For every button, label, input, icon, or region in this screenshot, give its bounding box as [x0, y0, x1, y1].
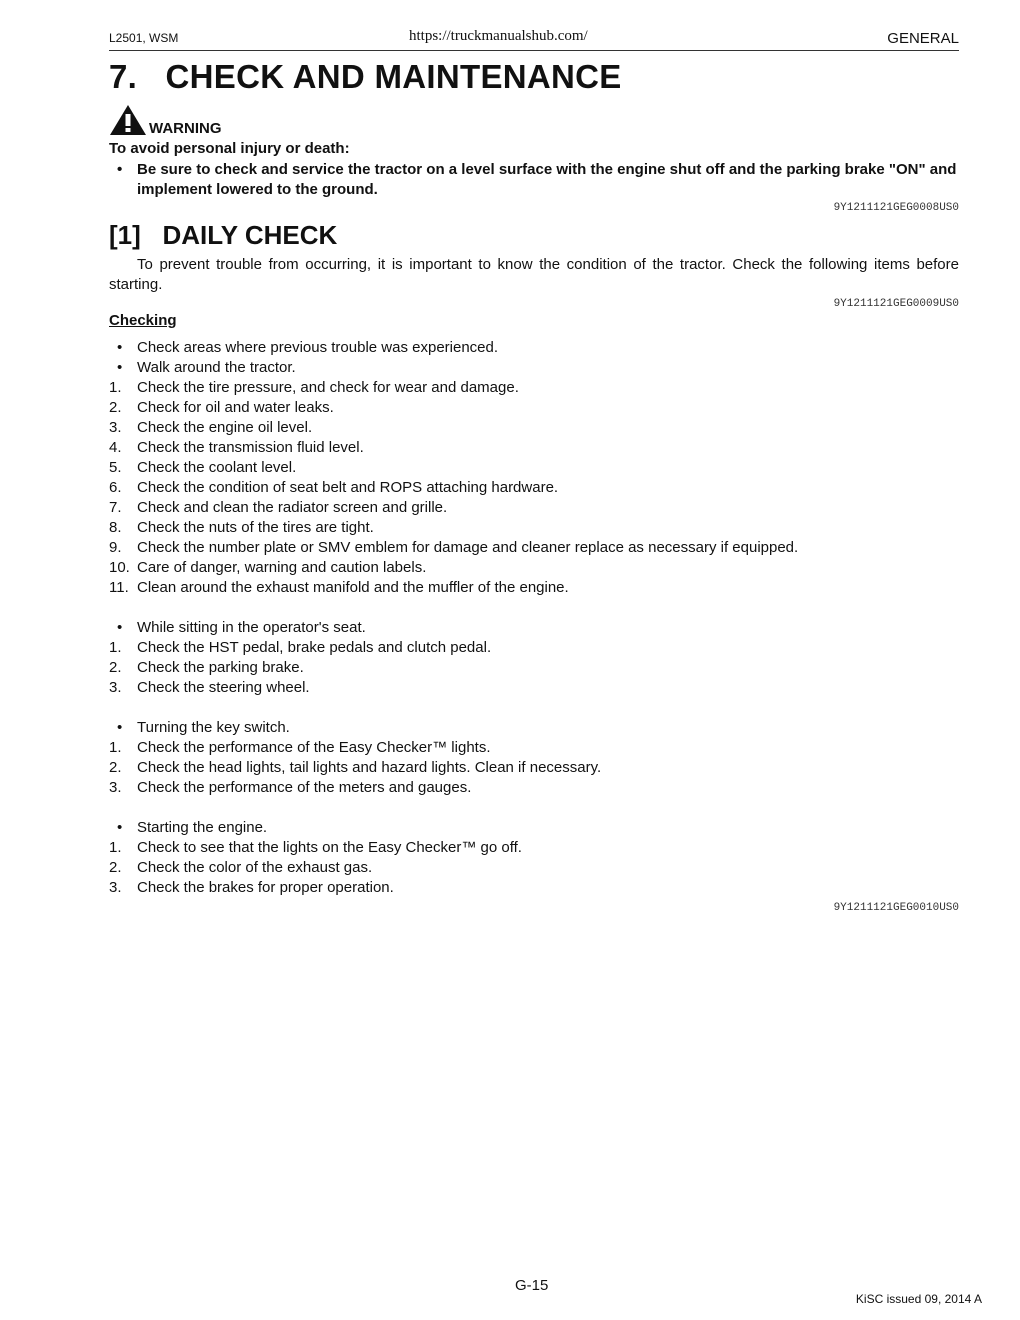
check-list-key-switch: [109, 718, 959, 798]
list-item-text: Check the performance of the Easy Checker™ lights.: [137, 739, 491, 756]
page-title: 7. CHECK AND MAINTENANCE: [109, 58, 622, 95]
list-item: [109, 658, 959, 678]
bullet-marker: •: [117, 359, 123, 376]
item-number: 1.: [109, 739, 122, 756]
list-item: [109, 378, 959, 398]
warning-label: WARNING: [149, 120, 222, 137]
list-item: [109, 778, 959, 798]
list-item-text: Check the performance of the meters and gauges.: [137, 779, 472, 796]
warning-triangle-icon: [109, 104, 147, 136]
list-item-text: Check the tire pressure, and check for wear and damage.: [137, 379, 519, 396]
list-item: [109, 618, 959, 638]
item-number: 1.: [109, 379, 122, 396]
list-item-text: Check areas where previous trouble was experienced.: [137, 339, 499, 356]
item-number: 3.: [109, 879, 122, 896]
list-item: [109, 458, 959, 478]
page-number: G-15: [515, 1277, 549, 1294]
item-number: 3.: [109, 419, 122, 436]
reference-code: 9Y1211121GEG0009US0: [833, 298, 959, 310]
list-item-text: Starting the engine.: [137, 819, 268, 836]
list-item: [109, 518, 959, 538]
list-item-text: Clean around the exhaust manifold and the muffler of the engine.: [137, 579, 569, 596]
reference-code: 9Y1211121GEG0008US0: [833, 202, 959, 214]
header-section: GENERAL: [887, 30, 959, 47]
check-list-walkaround: [109, 338, 959, 598]
list-item: [109, 418, 959, 438]
checking-subheading: Checking: [109, 312, 177, 329]
list-item: [109, 498, 959, 518]
section-heading: [1] DAILY CHECK: [109, 220, 338, 250]
item-number: 4.: [109, 439, 122, 456]
list-item-text: Check the brakes for proper operation.: [137, 879, 394, 896]
warning-subtitle: To avoid personal injury or death:: [109, 140, 350, 157]
item-number: 3.: [109, 779, 122, 796]
list-item-text: Check the condition of seat belt and ROPS attaching hardware.: [137, 479, 559, 496]
bullet-marker: •: [117, 819, 123, 836]
item-number: 10.: [109, 559, 130, 576]
list-item: [109, 578, 959, 598]
list-item-text: Check the transmission fluid level.: [137, 439, 364, 456]
bullet-marker: •: [117, 339, 123, 356]
bullet-marker: •: [117, 161, 123, 178]
list-item: [109, 818, 959, 838]
item-number: 8.: [109, 519, 122, 536]
warning-bullet: [109, 160, 959, 200]
section-intro: To prevent trouble from occurring, it is important to know the condition of the tractor. Check the following items before starting.: [109, 256, 959, 293]
check-list-seat: [109, 618, 959, 698]
item-number: 3.: [109, 679, 122, 696]
list-item-text: Check the number plate or SMV emblem for damage and cleaner replace as necessary if equipped.: [137, 539, 799, 556]
page-header: [109, 28, 959, 51]
item-number: 2.: [109, 659, 122, 676]
issue-info: KiSC issued 09, 2014 A: [855, 1292, 982, 1306]
list-item: [109, 858, 959, 878]
list-item: [109, 398, 959, 418]
list-item-text: Check the coolant level.: [137, 459, 297, 476]
list-item-text: Check the HST pedal, brake pedals and clutch pedal.: [137, 639, 492, 656]
list-item-text: Turning the key switch.: [137, 719, 290, 736]
list-item: [109, 878, 959, 898]
list-item: [109, 738, 959, 758]
list-item: [109, 478, 959, 498]
item-number: 2.: [109, 399, 122, 416]
list-item-text: Check the parking brake.: [137, 659, 304, 676]
header-model: L2501, WSM: [109, 31, 179, 45]
list-item: [109, 558, 959, 578]
bullet-marker: •: [117, 719, 123, 736]
list-item: [109, 538, 959, 558]
list-item-text: Check the steering wheel.: [137, 679, 310, 696]
list-item-text: Check and clean the radiator screen and grille.: [137, 499, 448, 516]
item-number: 5.: [109, 459, 122, 476]
list-item-text: Check the engine oil level.: [137, 419, 313, 436]
item-number: 9.: [109, 539, 122, 556]
item-number: 1.: [109, 639, 122, 656]
list-item: [109, 438, 959, 458]
list-item-text: Check the nuts of the tires are tight.: [137, 519, 374, 536]
reference-code: 9Y1211121GEG0010US0: [833, 902, 959, 914]
list-item-text: Check the color of the exhaust gas.: [137, 859, 373, 876]
list-item-text: Check the head lights, tail lights and hazard lights. Clean if necessary.: [137, 759, 602, 776]
item-number: 7.: [109, 499, 122, 516]
list-item: [109, 358, 959, 378]
list-item-text: Check for oil and water leaks.: [137, 399, 334, 416]
warning-bullet-text: Be sure to check and service the tractor on a level surface with the engine shut off and the parking brake "ON" and implement lowered to the ground.: [137, 161, 957, 198]
item-number: 2.: [109, 759, 122, 776]
item-number: 11.: [109, 579, 129, 596]
list-item-text: While sitting in the operator's seat.: [137, 619, 366, 636]
list-item-text: Check to see that the lights on the Easy Checker™ go off.: [137, 839, 522, 856]
item-number: 1.: [109, 839, 122, 856]
list-item: [109, 338, 959, 358]
list-item: [109, 838, 959, 858]
item-number: 2.: [109, 859, 122, 876]
list-item-text: Care of danger, warning and caution labels.: [137, 559, 427, 576]
list-item: [109, 758, 959, 778]
list-item-text: Walk around the tractor.: [137, 359, 296, 376]
list-item: [109, 718, 959, 738]
bullet-marker: •: [117, 619, 123, 636]
list-item: [109, 638, 959, 658]
list-item: [109, 678, 959, 698]
item-number: 6.: [109, 479, 122, 496]
header-url: https://truckmanualshub.com/: [409, 28, 588, 44]
check-list-engine-start: [109, 818, 959, 898]
